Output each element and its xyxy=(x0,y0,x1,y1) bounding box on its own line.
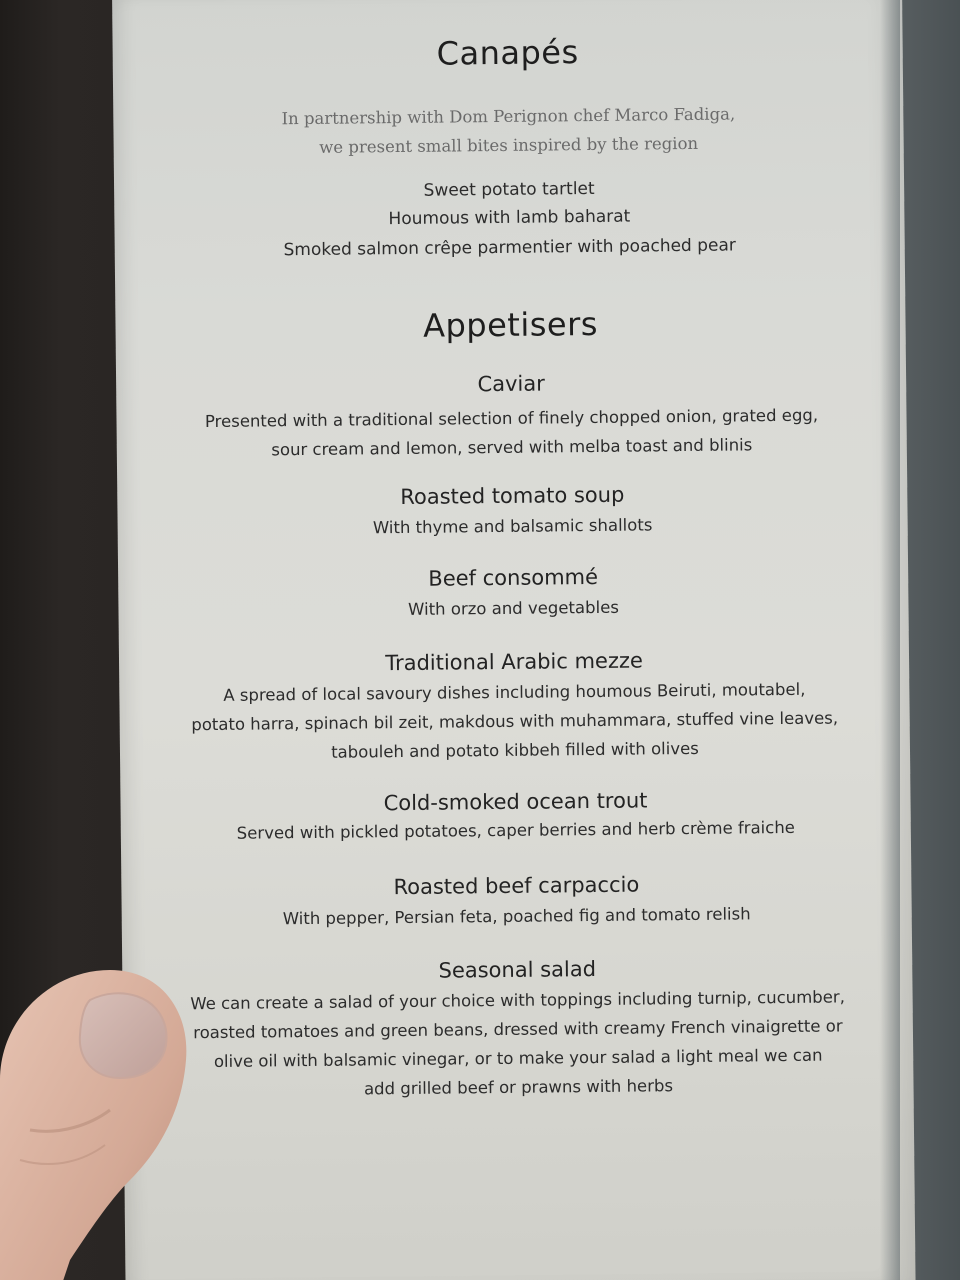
canape-item: Sweet potato tartlet xyxy=(423,178,595,201)
dish-name: Roasted beef carpaccio xyxy=(393,872,640,900)
dish-description-line: sour cream and lemon, served with melba toast and blinis xyxy=(271,435,753,460)
card-shadow-edge xyxy=(880,0,900,1280)
dish-name: Seasonal salad xyxy=(438,956,597,983)
dish-description-line: A spread of local savoury dishes including houmous Beiruti, moutabel, xyxy=(223,679,806,705)
dish-description-line: potato harra, spinach bil zeit, makdous with muhammara, stuffed vine leaves, xyxy=(191,708,839,735)
dish-description xyxy=(118,508,908,545)
canape-item: Houmous with lamb baharat xyxy=(388,206,631,230)
canapes-intro-line: In partnership with Dom Perignon chef Marco Fadiga, xyxy=(281,104,736,129)
dish-description xyxy=(119,674,910,769)
appetisers-title: Appetisers xyxy=(422,304,599,345)
canapes-intro xyxy=(113,98,904,164)
dish-description-line: Presented with a traditional selection of finely chopped onion, grated egg, xyxy=(204,405,819,432)
canapes-intro-line: we present small bites inspired by the region xyxy=(319,133,699,157)
dish-description xyxy=(116,400,907,466)
dish-name: Roasted tomato soup xyxy=(400,482,625,510)
canapes-title: Canapés xyxy=(436,33,579,73)
dish-description xyxy=(118,590,908,627)
canape-item: Smoked salmon crêpe parmentier with poached pear xyxy=(283,235,736,261)
dish-description-line: Served with pickled potatoes, caper berries and herb crème fraiche xyxy=(236,817,795,843)
dish-description-line: With thyme and balsamic shallots xyxy=(372,515,653,538)
dish-description xyxy=(122,982,913,1106)
menu-card xyxy=(112,0,916,1280)
dish-description-line: With orzo and vegetables xyxy=(407,597,619,619)
dish-description-line: add grilled beef or prawns with herbs xyxy=(363,1076,674,1099)
dish-description-line: With pepper, Persian feta, poached fig and tomato relish xyxy=(282,904,751,929)
dish-description-line: roasted tomatoes and green beans, dressed with creamy French vinaigrette or xyxy=(193,1016,843,1043)
dish-description-line: tabouleh and potato kibbeh filled with olives xyxy=(331,738,699,762)
dish-description-line: olive oil with balsamic vinegar, or to make your salad a light meal we can xyxy=(213,1045,823,1071)
dish-name: Caviar xyxy=(477,371,545,397)
dish-description xyxy=(122,898,912,935)
dish-name: Cold-smoked ocean trout xyxy=(383,788,648,816)
dish-description xyxy=(121,812,911,849)
thumb-icon xyxy=(0,960,190,1280)
dish-description-line: We can create a salad of your choice with toppings including turnip, cucumber, xyxy=(190,987,845,1014)
dish-name: Traditional Arabic mezze xyxy=(385,648,643,676)
dish-name: Beef consommé xyxy=(428,564,599,591)
